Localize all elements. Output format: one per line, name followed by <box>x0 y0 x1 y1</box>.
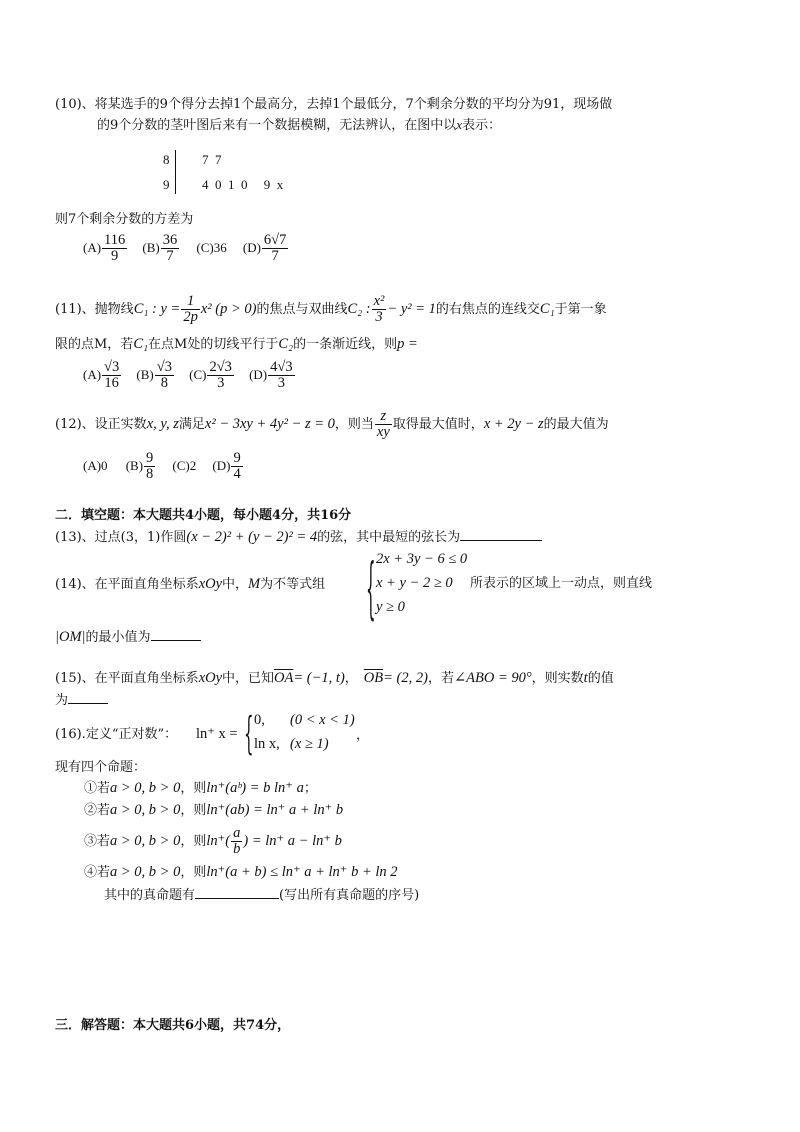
q16-lhs: ln⁺ x = <box>196 726 238 742</box>
q10-option-b: (B) $\frac{36}{7}$ <box>142 232 178 265</box>
q14-line1-tail: 所表示的区域上一动点，则直线 <box>470 576 653 591</box>
section-3-title: 三．解答题：本大题共6小题，共74分， <box>55 1018 291 1033</box>
q16-answer-line: 其中的真命题有 (写出所有真命题的序号) <box>104 888 420 903</box>
q14-ineq-2: x + y − 2 ≥ 0 <box>376 575 453 591</box>
q16-proposition-3: ③若a > 0, b > 0，则ln⁺( $\frac{a}{b}$ ) = ln⁺ a − ln⁺ b <box>84 825 342 858</box>
q10-line2-tail: 表示： <box>462 118 502 133</box>
q12-line1: (12)、设正实数x, y, z满足x² − 3xy + 4y² − z = 0，则当 $\frac{z}{xy}$ 取得最大值时，x + 2y − z的最大值为 <box>55 408 609 441</box>
q16-case-brace: { <box>244 708 254 761</box>
leaves-9: 4 0 1 0 9 x <box>202 177 284 192</box>
q10-option-d: (D) $\frac{6√7}{7}$ <box>242 232 287 265</box>
q14-line1: (14)、在平面直角坐标系xOy中，M为不等式组 <box>55 576 326 592</box>
q14-ineq-1: 2x + 3y − 6 ≤ 0 <box>376 551 468 567</box>
q16-case2-val: ln x, <box>254 736 280 752</box>
q16-case1-cond: (0 < x < 1) <box>290 712 355 728</box>
q12-option-c: (C)2 <box>172 458 197 474</box>
q16-proposition-1: ①若a > 0, b > 0，则ln⁺(aᵇ) = b ln⁺ a； <box>84 780 317 796</box>
q10-line1: (10)、将某选手的9个得分去掉1个最高分，去掉1个最低分，7个剩余分数的平均分为91，现场做 <box>55 97 613 112</box>
q10-var-x: x <box>456 117 463 132</box>
q12-option-a: (A)0 <box>83 458 108 474</box>
q16-case1-val: 0, <box>254 712 265 728</box>
q10-question: 则7个剩余分数的方差为 <box>55 212 194 227</box>
q11-option-b: (B) $\frac{√3}{8}$ <box>136 359 172 392</box>
q16-tail: ， <box>356 728 370 743</box>
q11-option-d: (D) $\frac{4√3}{3}$ <box>249 359 293 392</box>
q15-answer-blank <box>68 691 108 704</box>
q15-line2: 为 <box>55 691 108 709</box>
q11-option-c: (C) $\frac{2√3}{3}$ <box>189 359 232 392</box>
q16-answer-blank <box>195 886 279 899</box>
q13-line: (13)、过点(3，1)作圆(x − 2)² + (y − 2)² = 4的弦，其中最短的弦长为 <box>55 528 542 546</box>
q10-option-a: (A) $\frac{116}{9}$ <box>83 232 126 265</box>
q16-intro: 现有四个命题： <box>55 760 147 775</box>
q11-line2: 限的点M，若C₁在点M处的切线平行于C₂的一条渐近线，则p = <box>55 336 418 352</box>
leaves-8: 7 7 <box>202 152 222 167</box>
q10-option-c: (C)36 <box>196 240 227 256</box>
q14-ineq-3: y ≥ 0 <box>376 599 405 615</box>
q13-answer-blank <box>460 528 542 541</box>
q12-option-b: (B) $\frac{9}{8}$ <box>125 450 154 483</box>
q12-options <box>83 451 244 482</box>
q14-system-brace: { <box>366 549 376 629</box>
stem-leaf-divider <box>175 150 176 194</box>
section-2-title: 二．填空题：本大题共4小题，每小题4分，共16分 <box>55 508 352 523</box>
q14-line2: |OM|的最小值为 <box>55 628 201 646</box>
q16-case2-cond: (x ≥ 1) <box>290 736 329 752</box>
q14-answer-blank <box>151 628 201 641</box>
stem-8: 8 <box>163 152 170 167</box>
q15-line1: (15)、在平面直角坐标系xOy中，已知$\overline{OA}= (-1$, t)， $\overline{OB}= (2$, 2)，若∠ABO = 90°，则实数t的值 <box>55 670 614 686</box>
q10-line2-text: 的9个分数的茎叶图后来有一个数据模糊，无法辨认，在图中以 <box>97 118 457 133</box>
q10-line2 <box>97 117 501 134</box>
stem-9: 9 <box>163 177 170 192</box>
q11-option-a: (A) $\frac{√3}{16}$ <box>83 359 120 392</box>
q16-label: (16).定义“正对数”： <box>55 727 178 742</box>
q11-options <box>83 360 296 391</box>
q12-option-d: (D) $\frac{9}{4}$ <box>212 450 241 483</box>
q16-proposition-4: ④若a > 0, b > 0，则ln⁺(a + b) ≤ ln⁺ a + ln⁺ b + ln 2 <box>84 864 398 880</box>
q11-line1: (11)、抛物线C₁ : y = $\frac{1}{2p}$ x² (p > 0)的焦点与双曲线C₂ : $\frac{\text{x²}}{3}$ − y² = 1的右焦点的连线交C₁于第一象 <box>55 293 607 326</box>
q16-proposition-2: ②若a > 0, b > 0，则ln⁺(ab) = ln⁺ a + ln⁺ b <box>84 802 344 818</box>
q10-options <box>83 233 289 264</box>
